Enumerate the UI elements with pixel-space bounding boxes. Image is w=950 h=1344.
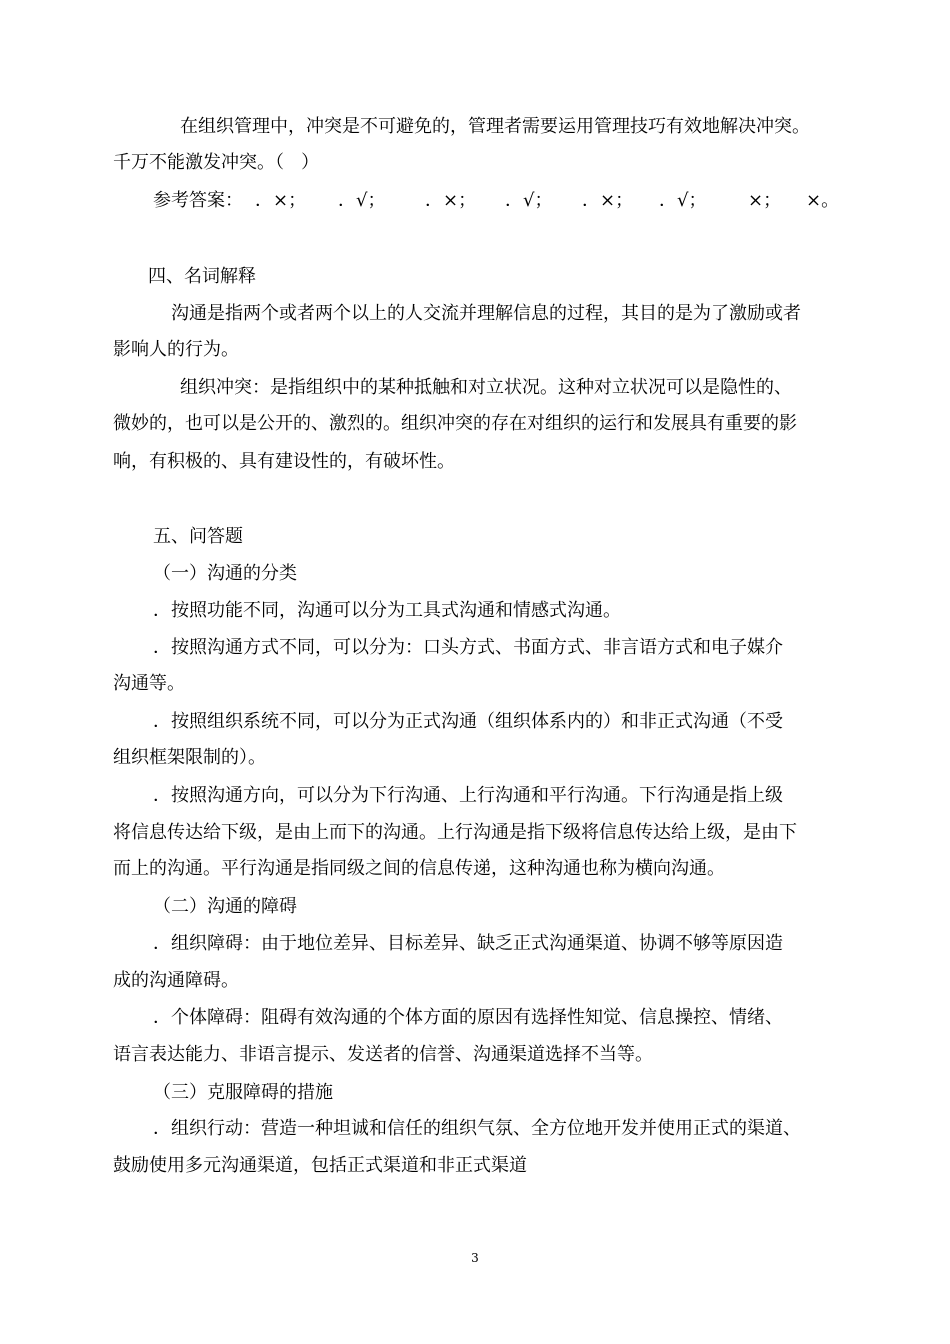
subsection-1-item-2-line-2: 沟通等。 <box>113 673 185 694</box>
subsection-2-item-1-line-1: ．组织障碍：由于地位差异、目标差异、缺乏正式沟通渠道、协调不够等原因造 <box>153 933 783 954</box>
answer-item-4: ．√； <box>505 190 553 211</box>
section-4-paragraph-1-line-1: 沟通是指两个或者两个以上的人交流并理解信息的过程，其目的是为了激励或者 <box>171 303 801 324</box>
page-number: 3 <box>471 1251 479 1265</box>
subsection-3-heading: （三）克服障碍的措施 <box>153 1082 333 1103</box>
subsection-1-item-4-line-3: 而上的沟通。平行沟通是指同级之间的信息传递，这种沟通也称为横向沟通。 <box>113 858 725 879</box>
subsection-1-item-4-line-2: 将信息传达给下级，是由上而下的沟通。上行沟通是指下级将信息传达给上级，是由下 <box>113 822 797 843</box>
question-line-1: 在组织管理中，冲突是不可避免的，管理者需要运用管理技巧有效地解决冲突。 <box>180 116 810 137</box>
answer-item-5: ．×； <box>582 190 634 211</box>
subsection-1-item-4-line-1: ．按照沟通方向，可以分为下行沟通、上行沟通和平行沟通。下行沟通是指上级 <box>153 785 783 806</box>
answer-item-2: ．√； <box>338 190 386 211</box>
subsection-1-item-3-line-1: ．按照组织系统不同，可以分为正式沟通（组织体系内的）和非正式沟通（不受 <box>153 711 783 732</box>
section-4-paragraph-2-line-1: 组织冲突：是指组织中的某种抵触和对立状况。这种对立状况可以是隐性的、 <box>180 377 792 398</box>
subsection-3-item-1-line-2: 鼓励使用多元沟通渠道，包括正式渠道和非正式渠道 <box>113 1155 527 1176</box>
answer-item-8: ×。 <box>806 190 840 211</box>
subsection-2-heading: （二）沟通的障碍 <box>153 896 297 917</box>
subsection-3-item-1-line-1: ．组织行动：营造一种坦诚和信任的组织气氛、全方位地开发并使用正式的渠道、 <box>153 1118 801 1139</box>
section-4-paragraph-2-line-3: 响，有积极的、具有建设性的，有破坏性。 <box>113 451 455 472</box>
answer-item-6: ．√； <box>659 190 707 211</box>
subsection-1-item-1: ．按照功能不同，沟通可以分为工具式沟通和情感式沟通。 <box>153 600 621 621</box>
question-line-2: 千万不能激发冲突。（ ） <box>113 152 320 173</box>
answer-item-3: ．×； <box>425 190 477 211</box>
answers-label: 参考答案： <box>153 190 243 211</box>
section-4-paragraph-2-line-2: 微妙的，也可以是公开的、激烈的。组织冲突的存在对组织的运行和发展具有重要的影 <box>113 413 797 434</box>
answer-item-7: ×； <box>748 190 782 211</box>
subsection-1-item-3-line-2: 组织框架限制的）。 <box>113 747 266 768</box>
section-4-heading: 四、名词解释 <box>148 266 256 287</box>
subsection-2-item-1-line-2: 成的沟通障碍。 <box>113 970 239 991</box>
section-5-heading: 五、问答题 <box>153 526 243 547</box>
subsection-1-item-2-line-1: ．按照沟通方式不同，可以分为：口头方式、书面方式、非言语方式和电子媒介 <box>153 637 783 658</box>
subsection-1-heading: （一）沟通的分类 <box>153 563 297 584</box>
section-4-paragraph-1-line-2: 影响人的行为。 <box>113 339 239 360</box>
subsection-2-item-2-line-1: ．个体障碍：阻碍有效沟通的个体方面的原因有选择性知觉、信息操控、情绪、 <box>153 1007 783 1028</box>
subsection-2-item-2-line-2: 语言表达能力、非语言提示、发送者的信誉、沟通渠道选择不当等。 <box>113 1044 653 1065</box>
answer-item-1: ．×； <box>255 190 307 211</box>
